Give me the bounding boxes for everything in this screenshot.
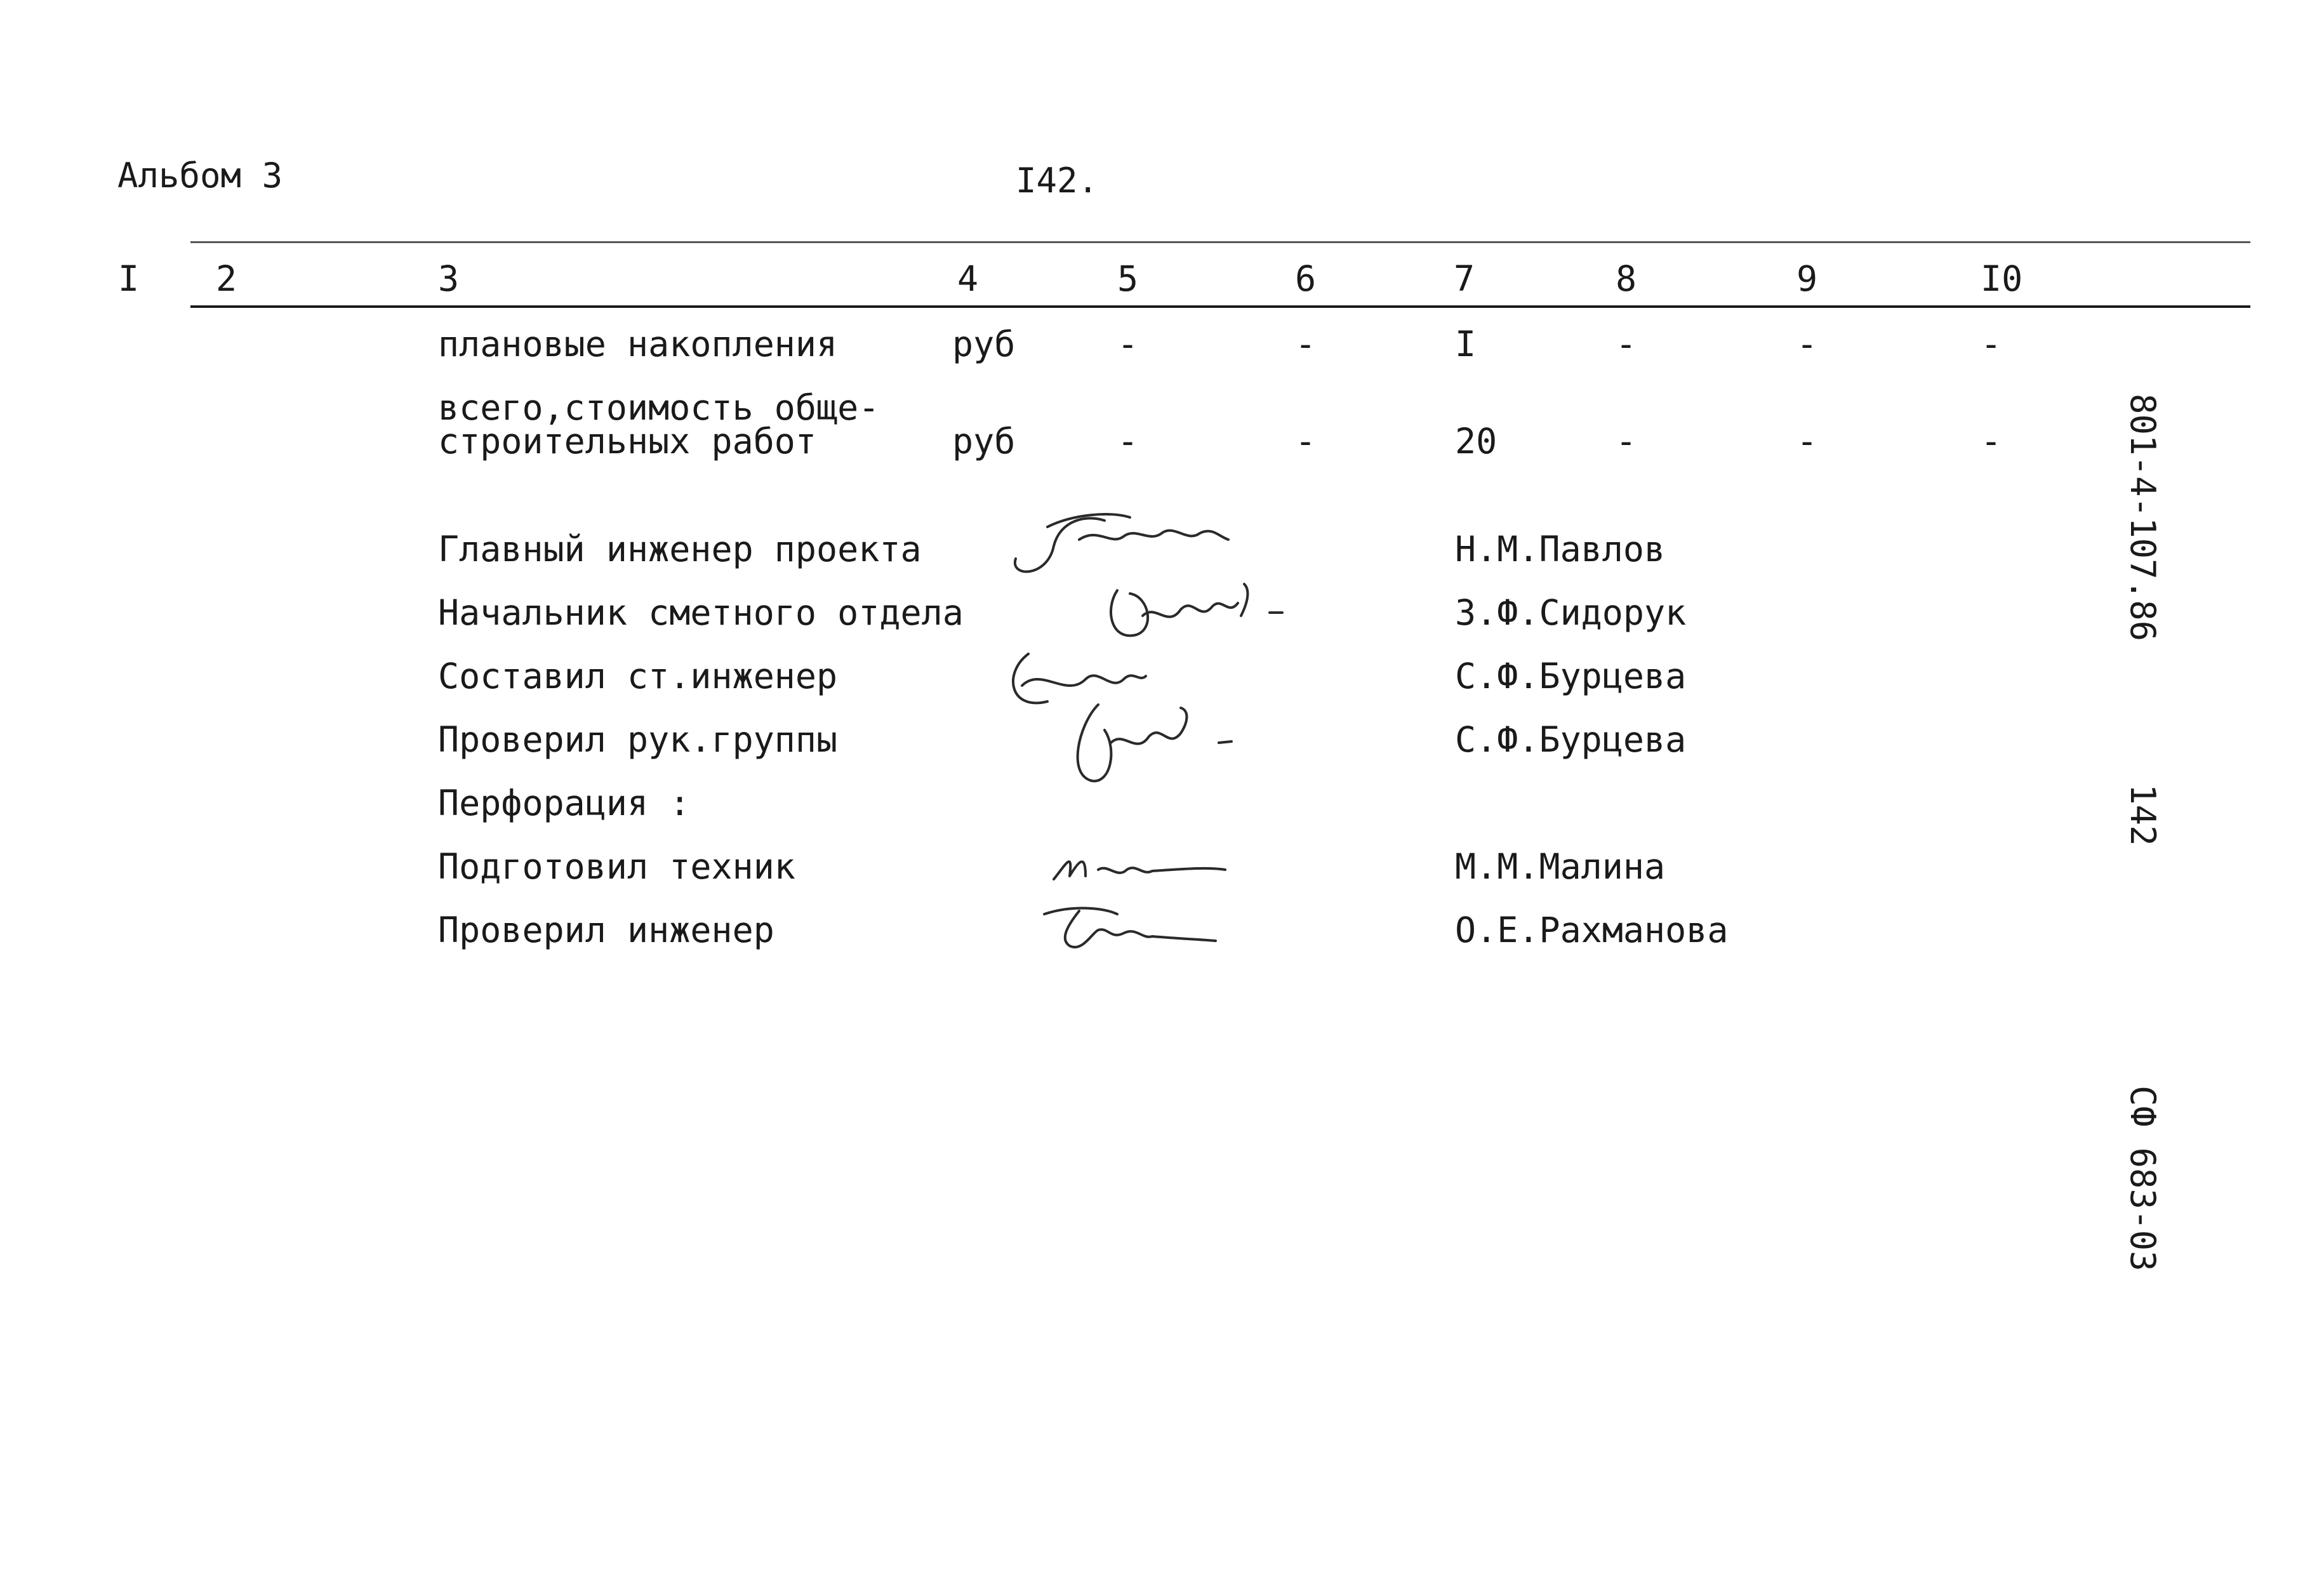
row-cell: - [1117, 324, 1139, 364]
margin-stamp: СФ 683-03 [2123, 1086, 2163, 1272]
column-header: 3 [438, 258, 460, 299]
signature-role: Перфорация : [438, 783, 691, 823]
margin-sheet-number: 142 [2123, 784, 2163, 846]
signature-name: Н.М.Павлов [1455, 529, 1666, 569]
signature-role: Составил ст.инженер [438, 656, 838, 696]
page-number: I42. [1016, 161, 1099, 201]
margin-project-code: 801-4-107.86 [2123, 394, 2163, 642]
column-header: 8 [1616, 258, 1637, 299]
row-cell: - [1295, 421, 1317, 462]
row-unit: руб [952, 324, 1016, 364]
column-header: 6 [1295, 258, 1317, 299]
row-cell: 20 [1455, 421, 1497, 462]
signature-name: М.М.Малина [1455, 846, 1666, 887]
album-label: Альбом 3 [117, 156, 283, 196]
row-cell: I [1455, 324, 1477, 364]
row-unit: руб [952, 421, 1016, 462]
table-header-rule [190, 305, 2250, 308]
signature-name: С.Ф.Бурцева [1455, 656, 1687, 696]
row-cell: - [1981, 421, 2002, 462]
row-name: всего,стоимость обще- [438, 387, 880, 428]
column-header: 5 [1117, 258, 1139, 299]
column-header: 2 [216, 258, 237, 299]
handwritten-signature [1054, 692, 1257, 794]
signature-role: Проверил рук.группы [438, 719, 838, 760]
row-cell: - [1616, 421, 1637, 462]
row-cell: - [1796, 421, 1818, 462]
signature-name: С.Ф.Бурцева [1455, 719, 1687, 760]
handwritten-signature [1035, 901, 1225, 952]
row-name: плановые накопления [438, 324, 838, 364]
row-name: строительных работ [438, 421, 817, 462]
signature-role: Начальник сметного отдела [438, 592, 964, 633]
column-header: 9 [1796, 258, 1818, 299]
row-cell: - [1616, 324, 1637, 364]
signature-role: Главный инженер проекта [438, 529, 922, 569]
row-cell: - [1796, 324, 1818, 364]
column-header: 4 [957, 258, 979, 299]
signature-role: Проверил инженер [438, 910, 774, 950]
column-header: I [118, 258, 140, 299]
row-cell: - [1295, 324, 1317, 364]
signature-name: З.Ф.Сидорук [1455, 592, 1687, 633]
row-cell: - [1117, 421, 1139, 462]
column-header: 7 [1454, 258, 1475, 299]
column-header: I0 [1981, 258, 2023, 299]
signature-role: Подготовил техник [438, 846, 795, 887]
table-top-rule [190, 241, 2250, 243]
handwritten-signature [1047, 844, 1238, 895]
row-cell: - [1981, 324, 2002, 364]
signature-name: О.Е.Рахманова [1455, 910, 1729, 950]
